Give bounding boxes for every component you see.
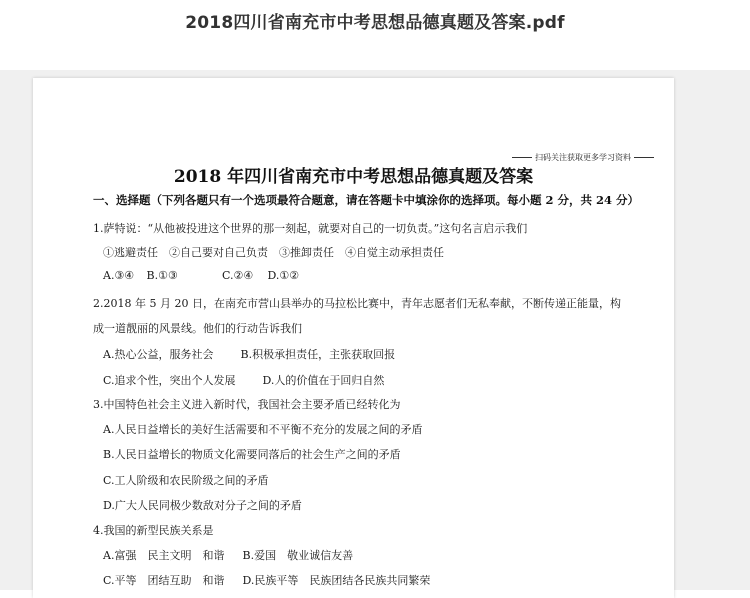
section-heading: 一、选择题（下列各题只有一个选项最符合题意，请在答题卡中填涂你的选择项。每小题 2 分，共 24 分）	[93, 193, 640, 207]
option-d: D.人的价值在于回归自然	[262, 374, 385, 387]
watermark-right-rule	[634, 157, 654, 158]
question-3-option-a: A.人民日益增长的美好生活需要和不平衡不充分的发展之间的矛盾	[103, 423, 423, 436]
question-1-statements: ①逃避责任 ②自己要对自己负责 ③推卸责任 ④自觉主动承担责任	[103, 246, 444, 259]
option-d: D.民族平等 民族团结各民族共同繁荣	[242, 574, 431, 587]
question-4-options-row-1	[103, 547, 353, 563]
question-3-option-c: C.工人阶级和农民阶级之间的矛盾	[103, 474, 269, 487]
option-a: A.热心公益，服务社会	[103, 348, 214, 361]
question-2-options-row-2	[103, 372, 384, 388]
viewer-header	[0, 0, 750, 70]
option-b: B.积极承担责任，主张获取回报	[240, 348, 396, 361]
option-b: B.①③	[146, 269, 178, 282]
document-title: 2018 年四川省南充市中考思想品德真题及答案	[173, 167, 534, 187]
question-3-stem: 3.中国特色社会主义进入新时代，我国社会主要矛盾已经转化为	[93, 398, 401, 411]
question-1-stem: 1.萨特说：“从他被投进这个世界的那一刻起，就要对自己的一切负责。”这句名言启示我们	[93, 222, 528, 235]
question-2-stem-line-2: 成一道靓丽的风景线。他们的行动告诉我们	[93, 322, 302, 335]
option-d: D.①②	[267, 269, 300, 282]
file-name-title: 2018四川省南充市中考思想品德真题及答案.pdf	[185, 13, 565, 33]
watermark-text: 扫码关注获取更多学习资料	[535, 153, 631, 162]
pdf-page[interactable]	[33, 78, 674, 598]
option-b: B.爱国 敬业诚信友善	[242, 549, 354, 562]
option-c: C.平等 团结互助 和谐	[103, 574, 225, 587]
question-3-option-b: B.人民日益增长的物质文化需要同落后的社会生产之间的矛盾	[103, 448, 401, 461]
question-4-options-row-2	[103, 572, 430, 588]
watermark-left-rule	[512, 157, 532, 158]
question-2-options-row-1	[103, 346, 395, 362]
question-4-stem: 4.我国的新型民族关系是	[93, 524, 214, 537]
question-2-stem-line-1: 2.2018 年 5 月 20 日，在南充市营山县举办的马拉松比赛中，青年志愿者们无私奉献，不断传递正能量，构	[93, 297, 621, 310]
option-a: A.富强 民主文明 和谐	[103, 549, 225, 562]
option-a: A.③④	[103, 269, 135, 282]
option-c: C.②④	[222, 269, 254, 282]
question-3-option-d: D.广大人民同极少数敌对分子之间的矛盾	[103, 499, 302, 512]
question-1-options	[103, 269, 299, 282]
option-c: C.追求个性，突出个人发展	[103, 374, 236, 387]
